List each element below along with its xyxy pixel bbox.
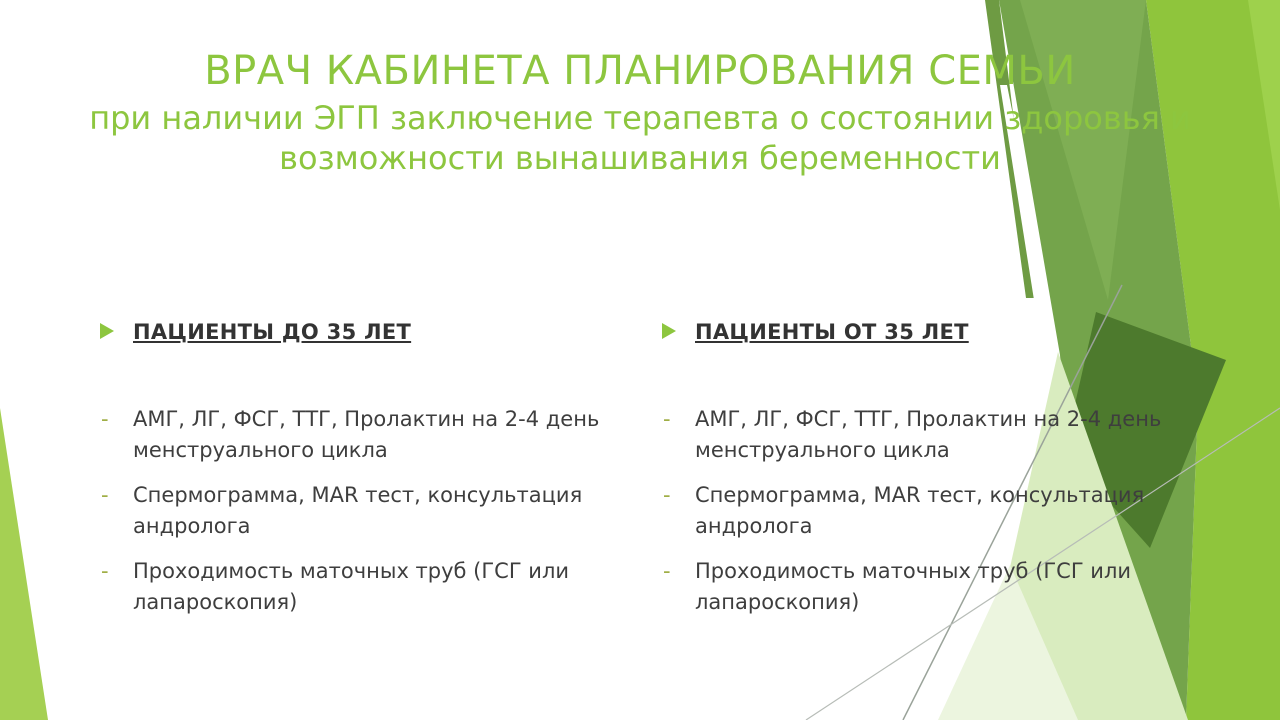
bullet-item [100,404,612,466]
dash-bullet-icon: - [101,559,109,583]
dash-bullet-icon: - [663,559,671,583]
triangle-bullet-icon [662,323,676,339]
column-right [662,320,1174,632]
column-left-heading-row [100,320,612,344]
title-block [40,44,1240,178]
bullet-text: Проходимость маточных труб (ГСГ или лапароскопия) [133,559,570,614]
column-left-heading: ПАЦИЕНТЫ ДО 35 ЛЕТ [133,320,412,344]
dash-bullet-icon: - [663,483,671,507]
bullet-text: Спермограмма, MAR тест, консультация андролога [133,483,583,538]
triangle-bullet-icon [100,323,114,339]
slide-subtitle-line-2: возможности вынашивания беременности [279,139,1001,177]
bullet-text: Проходимость маточных труб (ГСГ или лапароскопия) [695,559,1132,614]
dash-bullet-icon: - [101,483,109,507]
bullet-text: Спермограмма, MAR тест, консультация андролога [695,483,1145,538]
dash-bullet-icon: - [663,407,671,431]
bullet-text: АМГ, ЛГ, ФСГ, ТТГ, Пролактин на 2-4 день менструального цикла [695,407,1162,462]
bullet-text: АМГ, ЛГ, ФСГ, ТТГ, Пролактин на 2-4 день менструального цикла [133,407,600,462]
bullet-item [662,404,1174,466]
slide-title: ВРАЧ КАБИНЕТА ПЛАНИРОВАНИЯ СЕМЬИ [204,48,1076,94]
column-right-heading: ПАЦИЕНТЫ ОТ 35 ЛЕТ [695,320,969,344]
bullet-item [662,556,1174,618]
bullet-item [100,556,612,618]
bullet-item [100,480,612,542]
bullet-item [662,480,1174,542]
column-left [100,320,612,632]
dash-bullet-icon: - [101,407,109,431]
slide-subtitle-line-1: при наличии ЭГП заключение терапевта о состоянии здоровья и [89,99,1191,137]
column-right-heading-row [662,320,1174,344]
